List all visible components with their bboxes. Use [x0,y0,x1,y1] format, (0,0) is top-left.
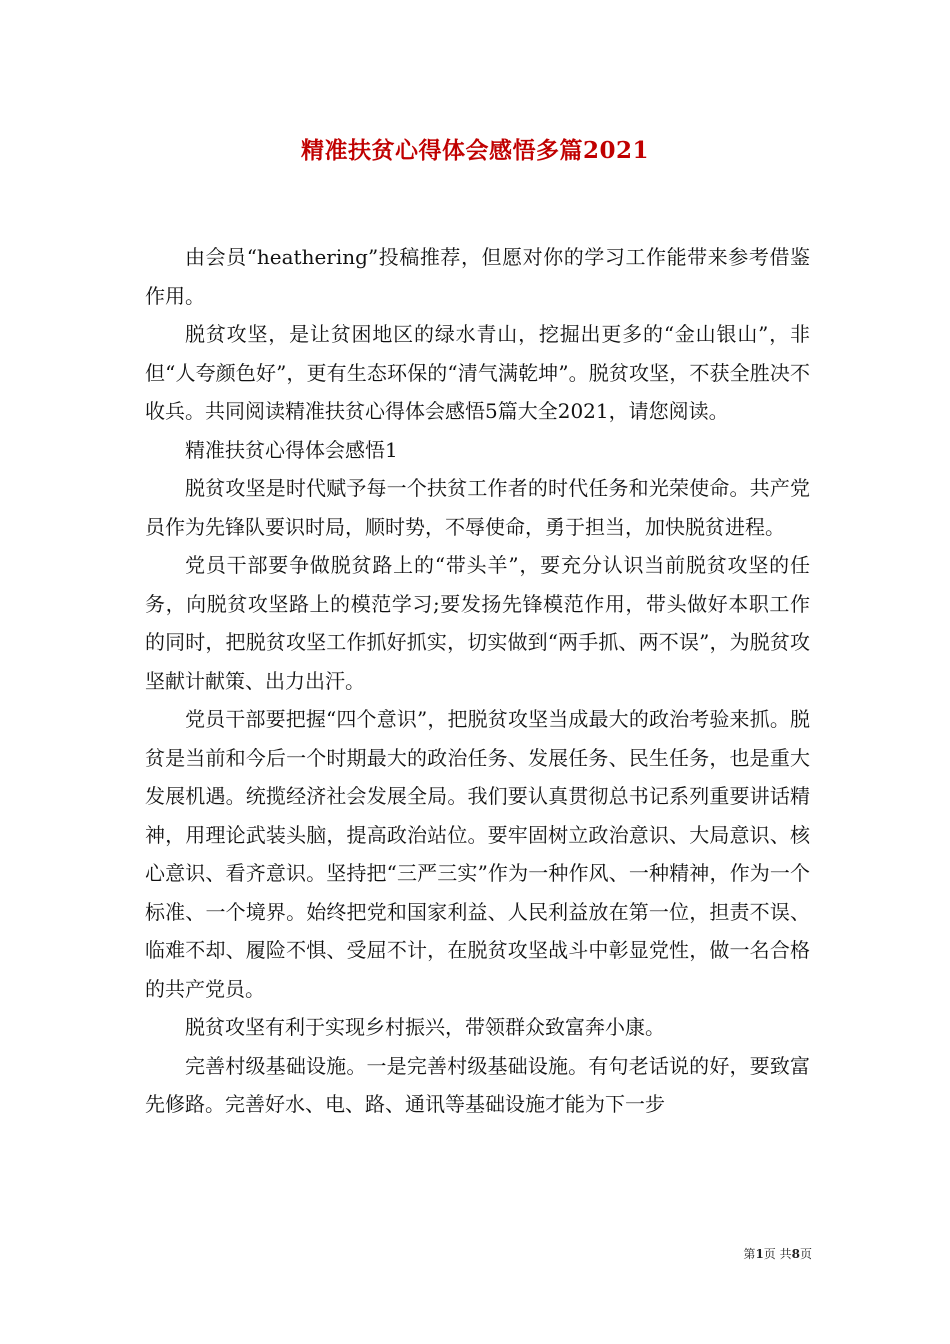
paragraph: 党员干部要争做脱贫路上的“带头羊”，要充分认识当前脱贫攻坚的任务，向脱贫攻坚路上的模范学习;要发扬先锋模范作用，带头做好本职工作的同时，把脱贫攻坚工作抓好抓实，切实做到“两手抓、两不误”，为脱贫攻坚献计献策、出力出汗。 [145,553,810,693]
footer-middle: 页 共 [763,1247,792,1261]
section-heading: 精准扶贫心得体会感悟1 [185,437,398,462]
paragraph: 完善村级基础设施。一是完善村级基础设施。有句老话说的好，要致富先修路。完善好水、电、路、通讯等基础设施才能为下一步 [145,1053,810,1116]
paragraph: 脱贫攻坚是时代赋予每一个扶贫工作者的时代任务和光荣使命。共产党员作为先锋队要识时局，顺时势，不辱使命，勇于担当，加快脱贫进程。 [145,476,810,539]
total-page-number: 8 [791,1247,800,1261]
document-body [145,238,810,1124]
page-footer [0,1246,812,1262]
paragraph: 由会员“heathering”投稿推荐，但愿对你的学习工作能带来参考借鉴作用。 [145,245,810,308]
footer-suffix: 页 [799,1247,812,1261]
paragraph: 脱贫攻坚，是让贫困地区的绿水青山，挖掘出更多的“金山银山”，非但“人夸颜色好”，更有生态环保的“清气满乾坤”。脱贫攻坚，不获全胜决不收兵。共同阅读精准扶贫心得体会感悟5篇大全2021，请您阅读。 [145,322,810,423]
footer-prefix: 第 [743,1247,756,1261]
paragraph: 党员干部要把握“四个意识”，把脱贫攻坚当成最大的政治考验来抓。脱贫是当前和今后一个时期最大的政治任务、发展任务、民生任务，也是重大发展机遇。统揽经济社会发展全局。我们要认真贯彻总书记系列重要讲话精神，用理论武装头脑，提高政治站位。要牢固树立政治意识、大局意识、核心意识、看齐意识。坚持把“三严三实”作为一种作风、一种精神，作为一个标准、一个境界。始终把党和国家利益、人民利益放在第一位，担责不误、临难不却、履险不惧、受屈不计，在脱贫攻坚战斗中彰显党性，做一名合格的共产党员。 [145,707,810,1001]
current-page-number: 1 [755,1247,764,1261]
document-title: 精准扶贫心得体会感悟多篇2021 [300,137,649,164]
paragraph: 脱贫攻坚有利于实现乡村振兴，带领群众致富奔小康。 [185,1015,665,1039]
